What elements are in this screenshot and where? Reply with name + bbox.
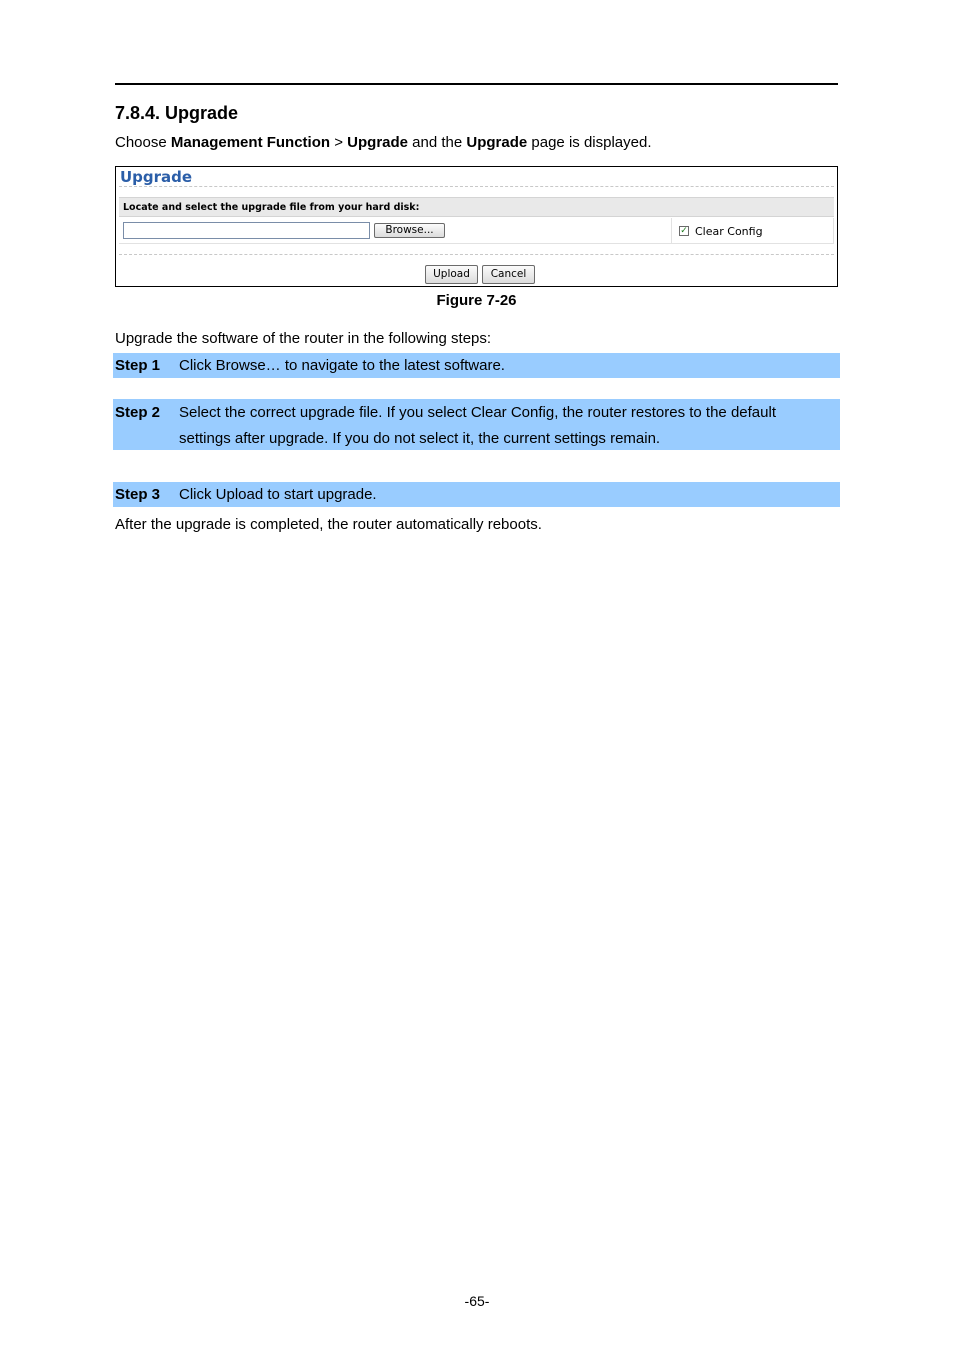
row-right-border	[833, 218, 834, 243]
step-label: Step 3	[115, 486, 161, 503]
step-2	[113, 399, 840, 450]
clear-config-checkbox[interactable]	[679, 226, 689, 236]
menu-path-separator: >	[334, 134, 343, 151]
intro-and-the: and the	[412, 134, 463, 151]
step-1	[113, 353, 840, 378]
file-section-header: Locate and select the upgrade file from your hard disk:	[119, 197, 834, 217]
title-divider	[119, 186, 834, 187]
step-text: Select the correct upgrade file. If you select Clear Config, the router restores to the default settings after upgrade. If you do not select it, the current settings remain.	[179, 404, 776, 447]
menu-path-management-function: Management Function	[170, 134, 331, 151]
intro-page-name: Upgrade	[466, 134, 528, 151]
step-text: Click Browse… to navigate to the latest software.	[179, 357, 505, 374]
page-number: -65-	[464, 1293, 490, 1309]
menu-path-upgrade: Upgrade	[347, 134, 408, 151]
step-text: Click Upload to start upgrade.	[179, 486, 377, 503]
upload-button[interactable]: Upload	[425, 265, 478, 284]
file-select-row	[119, 218, 834, 244]
step-label: Step 2	[115, 404, 161, 421]
checkmark-icon: ✓	[680, 226, 688, 236]
cancel-button[interactable]: Cancel	[482, 265, 535, 284]
step-label: Step 1	[115, 357, 161, 374]
upgrade-file-input[interactable]	[123, 222, 370, 239]
buttons-divider	[119, 254, 834, 255]
intro-suffix: page is displayed.	[531, 134, 652, 151]
intro-choose: Choose	[115, 134, 167, 151]
browse-button[interactable]: Browse...	[374, 223, 445, 238]
closing-paragraph: After the upgrade is completed, the router automatically reboots.	[115, 516, 542, 533]
clear-config-label: Clear Config	[695, 225, 763, 238]
upgrade-screenshot-figure	[115, 166, 838, 287]
figure-caption: Figure 7-26	[436, 292, 517, 309]
intro-paragraph	[115, 134, 652, 151]
section-heading: 7.8.4. Upgrade	[115, 103, 239, 123]
header-rule	[115, 83, 838, 85]
steps-intro: Upgrade the software of the router in the following steps:	[115, 330, 492, 347]
step-3	[113, 482, 840, 507]
upgrade-panel-title: Upgrade	[120, 168, 193, 186]
row-column-divider	[671, 218, 672, 243]
